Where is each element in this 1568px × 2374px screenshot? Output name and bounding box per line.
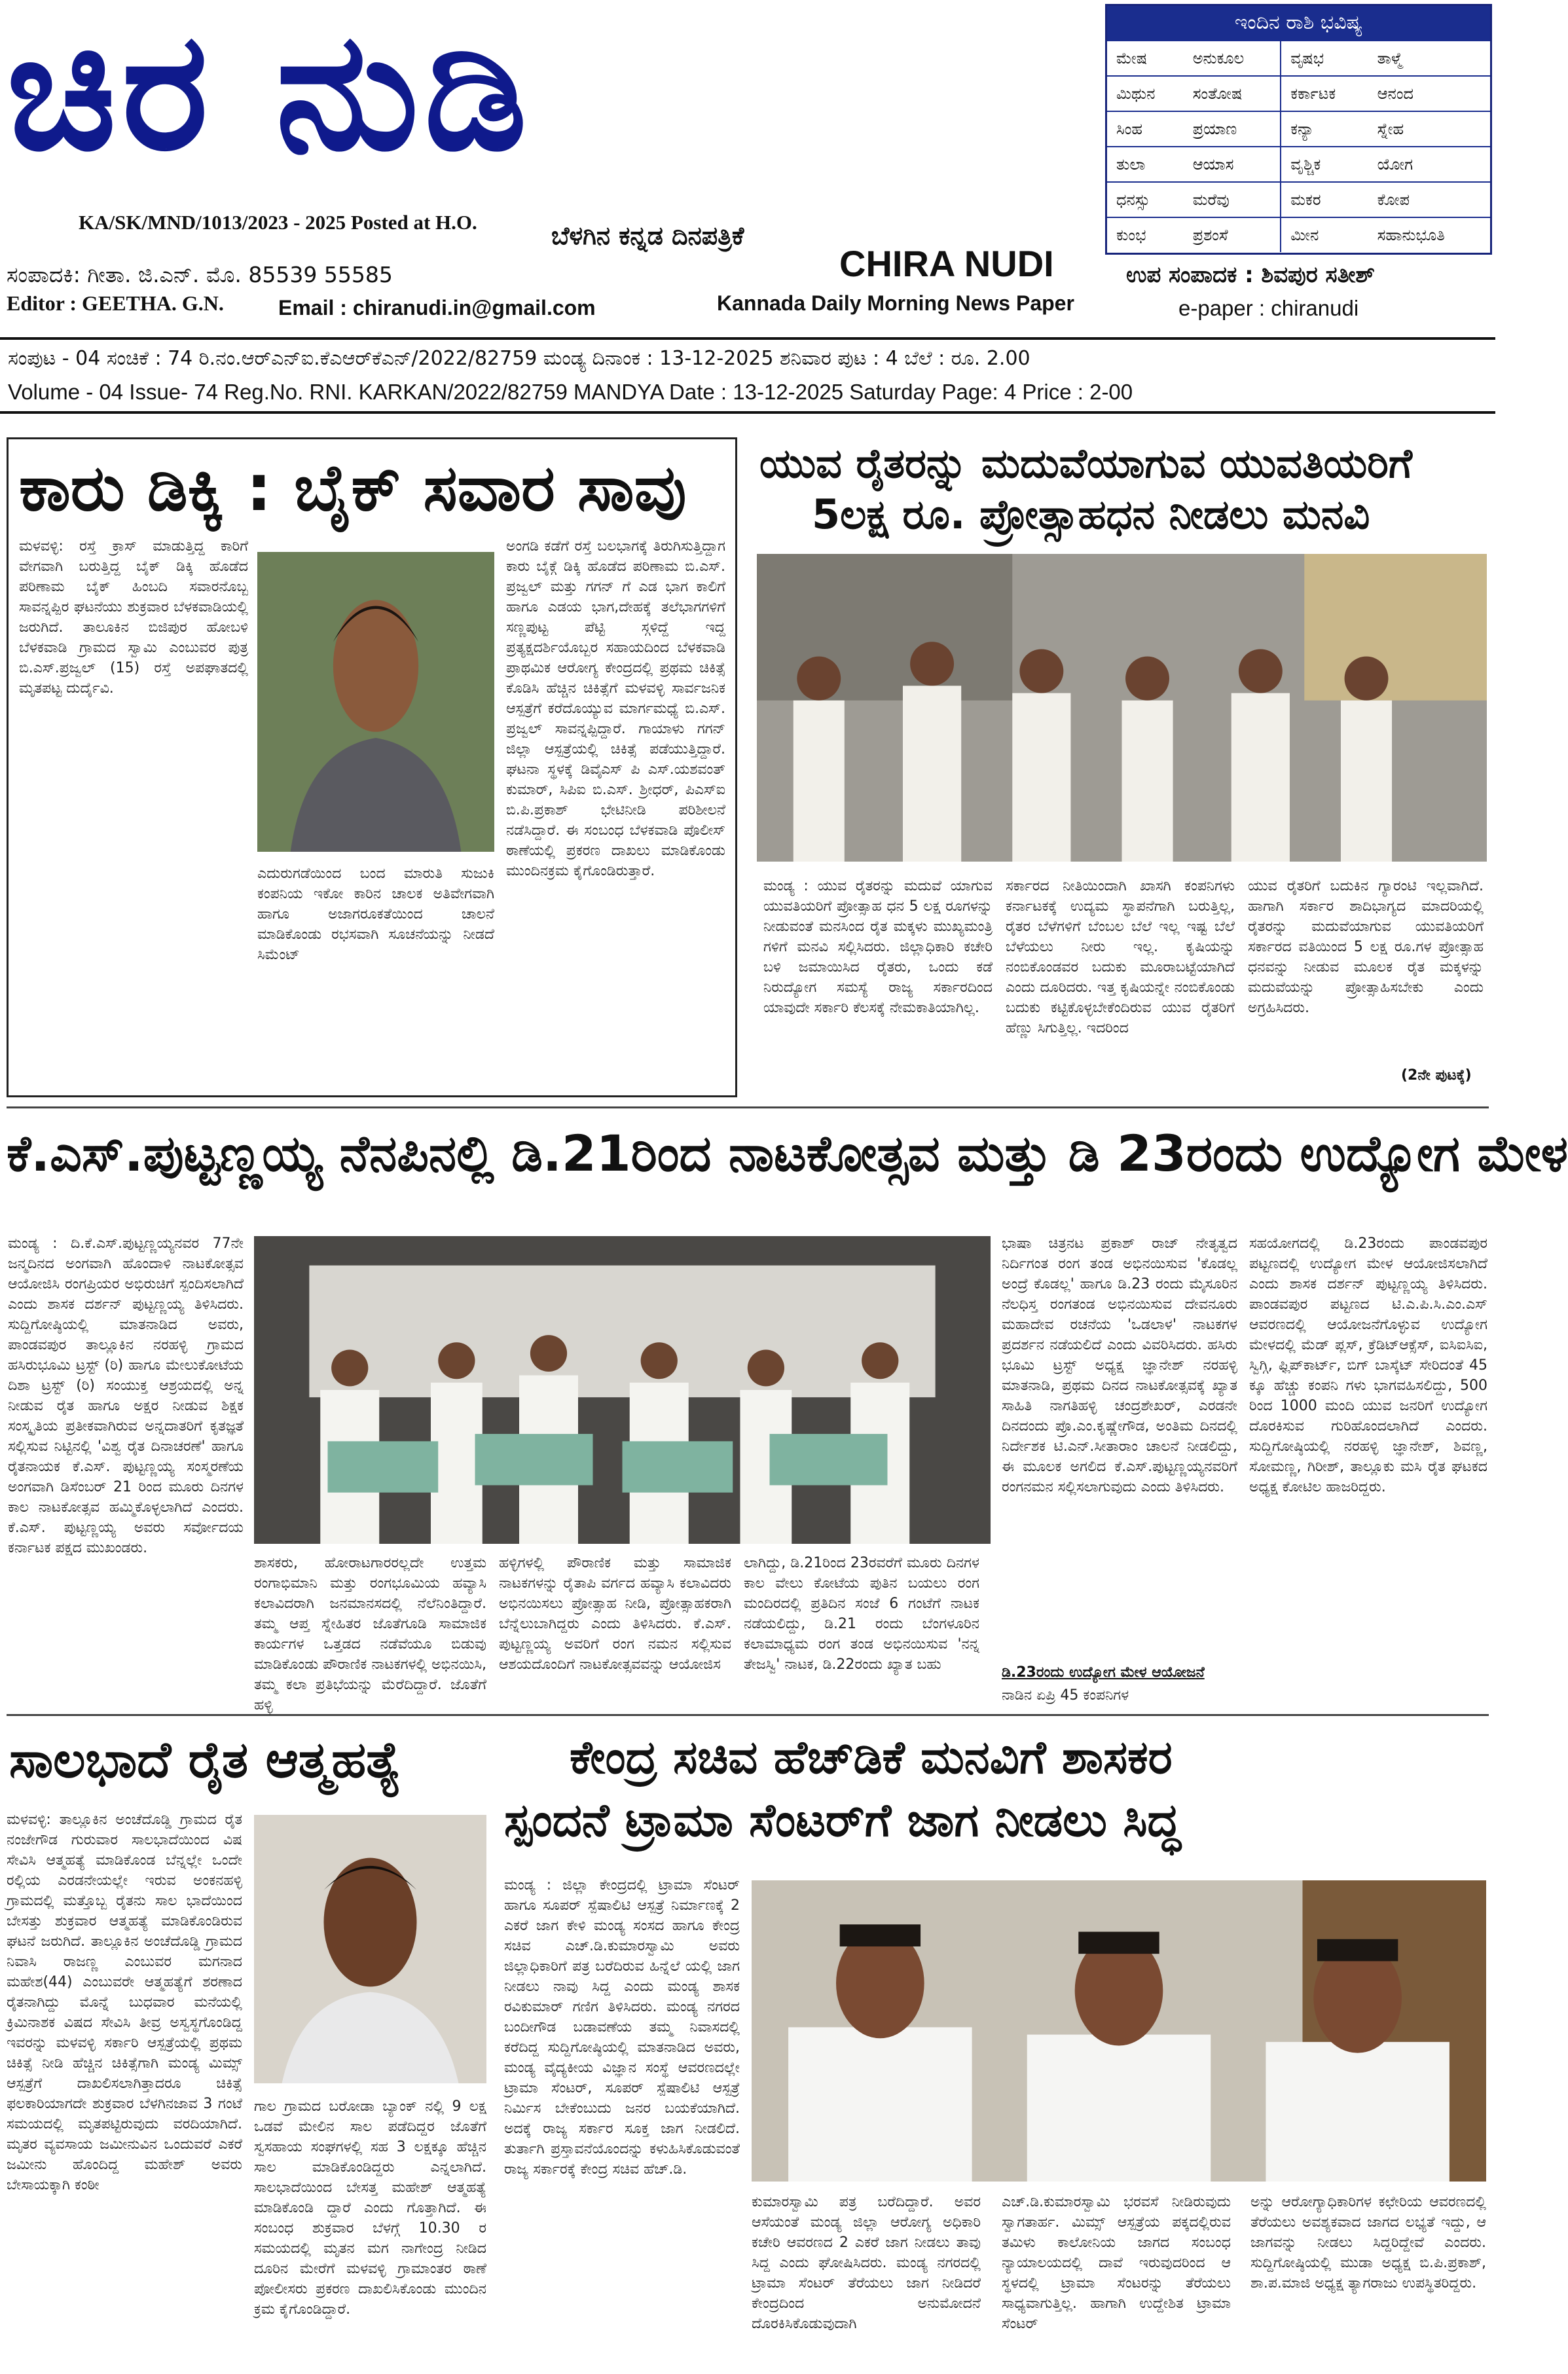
story-column: ಮಳವಳ್ಳಿ: ತಾಲ್ಲೂಕಿನ ಅಂಚೆದೊಡ್ಡಿ ಗ್ರಾಮದ ರೈತ ನಂಜೇಗೌಡ ಗುರುವಾರ ಸಾಲಭಾದೆಯಿಂದ ವಿಷ ಸೇವಿಸಿ ಆತ್ಮಹತ್ಯೆ ಮಾಡಿಕೊಂಡ ಬೆನ್ನಲ್ಲೇ ಒಂದೇ ರಲ್ಲಿಯ ಎರಡನೇಯಲ್ಲೇ ಇರುವ ಅಂಕನಹಳ್ಳಿ ಗ್ರಾಮದಲ್ಲಿ ಮತ್ತೊಬ್ಬ ರೈತನು ಸಾಲ ಭಾದೆಯಿಂದ ಬೇಸತ್ತು ಶುಕ್ರವಾರ ಆತ್ಮಹತ್ಯೆ ಮಾಡಿಕೊಂಡಿರುವ ಘಟನೆ ಜರುಗಿದೆ. ತಾಲ್ಲೂಕಿನ ಅಂಚೆದೊಡ್ಡಿ ಗ್ರಾಮದ ನಿವಾಸಿ ರಾಜಣ್ಣ ಎಂಬುವರ ಮಗನಾದ ಮಹೇಶ(44) ಎಂಬುವರೇ ಆತ್ಮಹತ್ಯೆಗೆ ಶರಣಾದ ರೈತನಾಗಿದ್ದು ಮೊನ್ನೆ ಬುಧವಾರ ಮನೆಯಲ್ಲಿ ಕ್ರಿಮಿನಾಶಕ ವಿಷದ ಸೇವಿಸಿ ತೀವ್ರ ಅಸ್ವಸ್ಥಗೊಂಡಿದ್ದ ಇವರನ್ನು ಮಳವಳ್ಳಿ ಸರ್ಕಾರಿ ಆಸ್ಪತ್ರೆಯಲ್ಲಿ ಪ್ರಥಮ ಚಿಕಿತ್ಸೆ ನೀಡಿ ಹೆಚ್ಚಿನ ಚಿಕಿತ್ಸೆಗಾಗಿ ಮಂಡ್ಯ ಮಿಮ್ಸ್ ಆಸ್ಪತ್ರೆಗೆ ದಾಖಲಿಸಲಾಗಿತ್ತಾದರೂ ಚಿಕಿತ್ಸೆ ಫಲಕಾರಿಯಾಗದೇ ಶುಕ್ರವಾರ ಬೆಳಗಿನಜಾವ 3 ಗಂಟೆ ಸಮಯದಲ್ಲಿ ಮೃತಪಟ್ಟಿರುವುದು ವರದಿಯಾಗಿದೆ. ಮೃತರ ವ್ಯವಸಾಯ ಜಮೀನುವಿನ ಒಂದುವರೆ ಎಕರೆ ಜಮೀನು ಹೊಂದಿದ್ದ ಮಹೇಶ್ ಅವರು ಬೇಸಾಯಕ್ಕಾಗಿ ಕಂಠೀ — [7, 1812, 242, 2193]
story-drama-festival — [7, 1121, 1568, 1713]
story-farmer-marriage — [746, 437, 1493, 1093]
section-divider — [7, 1106, 1489, 1108]
zodiac-sign: ಕುಂಭ — [1107, 217, 1184, 252]
story-column: ನಾಡಿನ ಏಪ್ರಿ 45 ಕಂಪನಿಗಳ — [1002, 1687, 1129, 1704]
zodiac-sign: ಸಿಂಹ — [1107, 111, 1184, 147]
subtitle-english: Kannada Daily Morning News Paper — [717, 291, 1074, 315]
issue-rule — [0, 411, 1495, 414]
zodiac-sign: ವೃಶ್ಚಿಕ — [1281, 147, 1368, 182]
story-column: ಎದುರುಗಡೆಯಿಂದ ಬಂದ ಮಾರುತಿ ಸುಜುಕಿ ಕಂಪನಿಯ ಇಕೋ ಕಾರಿನ ಚಾಲಕ ಅತಿವೇಗವಾಗಿ ಹಾಗೂ ಅಜಾಗರೂಕತೆಯಿಂದ ಚಾಲನೆ ಮಾಡಿಕೊಂಡು ರಭಸವಾಗಿ ಸೂಚನೆಯನ್ನು ನೀಡದೆ ಸಿಮೆಂಟ್ — [257, 866, 494, 963]
press-meet-photo — [752, 1880, 1486, 2182]
job-fair-subhead: ಡಿ.23ರಂದು ಉದ್ಯೋಗ ಮೇಳ ಆಯೋಜನೆ — [1002, 1664, 1205, 1681]
horoscope-row — [1107, 76, 1490, 111]
zodiac-prediction: ಯೋಗ — [1368, 147, 1490, 182]
newspaper-title: ಚಿರ ನುಡಿ — [7, 0, 533, 187]
story-column: ಎಚ್.ಡಿ.ಕುಮಾರಸ್ವಾಮಿ ಭರವಸೆ ನೀಡಿರುವುದು ಸ್ವಾಗತಾರ್ಹ. ಮಿಮ್ಸ್ ಆಸ್ಪತ್ರೆಯ ಪಕ್ಕದಲ್ಲಿರುವ ತಮಿಳು ಕಾಲೋನಿಯ ಜಾಗದ ಸಂಬಂಧ ನ್ಯಾಯಾಲಯದಲ್ಲಿ ದಾವೆ ಇರುವುದರಿಂದ ಆ ಸ್ಥಳದಲ್ಲಿ ಟ್ರಾಮಾ ಸೆಂಟರನ್ನು ತೆರೆಯಲು ಸಾಧ್ಯವಾಗುತ್ತಿಲ್ಲ. ಹಾಗಾಗಿ ಉದ್ದೇಶಿತ ಟ್ರಾಮಾ ಸೆಂಟರ್ — [1002, 2194, 1231, 2332]
portrait-illustration — [254, 1815, 486, 2083]
story-column: ಯುವ ರೈತರಿಗೆ ಬದುಕಿನ ಗ್ಯಾರಂಟಿ ಇಲ್ಲವಾಗಿದೆ. ಹಾಗಾಗಿ ಸರ್ಕಾರ ಶಾದಿಭಾಗ್ಯದ ಮಾದರಿಯಲ್ಲಿ ರೈತರನ್ನು ಮದುವೆಯಾಗುವ ಯುವತಿಯರಿಗೆ ಸರ್ಕಾರದ ವತಿಯಿಂದ 5 ಲಕ್ಷ ರೂ.ಗಳ ಪ್ರೋತ್ಸಾಹ ಧನವನ್ನು ನೀಡುವ ಮೂಲಕ ರೈತ ಮಕ್ಕಳನ್ನು ಮದುವೆಯನ್ನು ಪ್ರೋತ್ಸಾಹಿಸಬೇಕು ಎಂದು ಅಗ್ರಹಿಸಿದರು. — [1248, 878, 1484, 1016]
story-column: ಮಂಡ್ಯ : ಜಿಲ್ಲಾ ಕೇಂದ್ರದಲ್ಲಿ ಟ್ರಾಮಾ ಸೆಂಟರ್ ಹಾಗೂ ಸೂಪರ್ ಸ್ಪೆಷಾಲಿಟಿ ಆಸ್ಪತ್ರೆ ನಿರ್ಮಾಣಕ್ಕೆ 2 ಎಕರೆ ಜಾಗ ಕೇಳಿ ಮಂಡ್ಯ ಸಂಸದ ಹಾಗೂ ಕೇಂದ್ರ ಸಚಿವ ಎಚ್.ಡಿ.ಕುಮಾರಸ್ವಾಮಿ ಅವರು ಜಿಲ್ಲಾಧಿಕಾರಿಗೆ ಪತ್ರ ಬರೆದಿರುವ ಹಿನ್ನೆಲೆ ಯಲ್ಲಿ ಜಾಗ ನೀಡಲು ನಾವು ಸಿದ್ದ ಎಂದು ಮಂಡ್ಯ ಶಾಸಕ ರವಿಕುಮಾರ್ ಗಣಿಗ ತಿಳಿಸಿದರು. ಮಂಡ್ಯ ನಗರದ ಬಂದೀಗೌಡ ಬಡಾವಣೆಯ ತಮ್ಮ ನಿವಾಸದಲ್ಲಿ ಕರೆದಿದ್ದ ಸುದ್ದಿಗೋಷ್ಠಿಯಲ್ಲಿ ಮಾತನಾಡಿದ ಅವರು, ಮಂಡ್ಯ ವೈದ್ಯಕೀಯ ವಿಜ್ಞಾನ ಸಂಸ್ಥೆ ಆವರಣದಲ್ಲೇ ಟ್ರಾಮಾ ಸೆಂಟರ್, ಸೂಪರ್ ಸ್ಪೆಷಾಲಿಟಿ ಆಸ್ಪತ್ರೆ ನಿರ್ಮಿಸ ಬೇಕೆಂಬುದು ಜನರ ಬಯಕೆಯಾಗಿದೆ. ಅದಕ್ಕೆ ರಾಜ್ಯ ಸರ್ಕಾರ ಸೂಕ್ತ ಜಾಗ ನೀಡಲಿದೆ. ತುರ್ತಾಗಿ ಪ್ರಸ್ತಾವನೆಯೊಂದನ್ನು ಕಳುಹಿಸಿಕೊಡುವಂತೆ ರಾಜ್ಯ ಸರ್ಕಾರಕ್ಕೆ ಕೇಂದ್ರ ಸಚಿವ ಹೆಚ್.ಡಿ. — [504, 1877, 740, 2178]
story-headline: ಕೇಂದ್ರ ಸಚಿವ ಹೆಚ್‌ಡಿಕೆ ಮನವಿಗೆ ಶಾಸಕರ — [570, 1730, 1173, 1784]
story-bike-accident — [7, 437, 737, 1097]
zodiac-prediction: ಆನಂದ — [1368, 76, 1490, 111]
zodiac-prediction: ಸಂತೋಷ — [1184, 76, 1281, 111]
editor-english: Editor : GEETHA. G.N. — [7, 291, 224, 315]
issue-line-english: Volume - 04 Issue- 74 Reg.No. RNI. KARKAN/2022/82759 MANDYA Date : 13-12-2025 Saturday Page: 4 Price : 2-00 — [8, 380, 1133, 404]
horoscope-row — [1107, 111, 1490, 147]
zodiac-sign: ವೃಷಭ — [1281, 41, 1368, 76]
horoscope-table — [1107, 40, 1490, 252]
sub-editor: ಉಪ ಸಂಪಾದಕ : ಶಿವಪುರ ಸತೀಶ್ — [1126, 262, 1376, 288]
story-column: ಮಳವಳ್ಳಿ: ರಸ್ತೆ ಕ್ರಾಸ್ ಮಾಡುತ್ತಿದ್ದ ಕಾರಿಗೆ ವೇಗವಾಗಿ ಬರುತ್ತಿದ್ದ ಬೈಕ್ ಡಿಕ್ಕಿ ಹೊಡೆದ ಪರಿಣಾಮ ಬೈಕ್ ಹಿಂಬದಿ ಸವಾರನೊಬ್ಬ ಸಾವನ್ನಪ್ಪಿರ ಘಟನೆಯು ಶುಕ್ರವಾರ ಬೆಳಕವಾಡಿಯಲ್ಲಿ ಜರುಗಿದೆ. ತಾಲೂಕಿನ ಬಿಜಿಪುರ ಹೋಬಳಿ ಬೆಳಕವಾಡಿ ಗ್ರಾಮದ ಸ್ವಾಮಿ ಎಂಬುವರ ಪುತ್ರ ಬಿ.ಎಸ್.ಪ್ರಜ್ವಲ್ (15) ರಸ್ತೆ ಅಪಘಾತದಲ್ಲಿ ಮೃತಪಟ್ಟ ದುರ್ದೈವಿ. — [19, 538, 248, 697]
story-trauma-centre — [504, 1726, 1489, 2367]
zodiac-prediction: ಸ್ನೇಹ — [1368, 111, 1490, 147]
story-headline: ಸ್ಪಂದನೆ ಟ್ರಾಮಾ ಸೆಂಟರ್‌ಗೆ ಜಾಗ ನೀಡಲು ಸಿದ್ಧ — [504, 1793, 1181, 1847]
zodiac-sign: ಮೀನ — [1281, 217, 1368, 252]
zodiac-prediction: ಅನುಕೂಲ — [1184, 41, 1281, 76]
story-farmer-suicide — [7, 1726, 491, 2367]
zodiac-sign: ಕರ್ಕಾಟಕ — [1281, 76, 1368, 111]
editor-kannada: ಸಂಪಾದಕಿ: ಗೀತಾ. ಜಿ.ಎನ್. ಮೊ. 85539 55585 — [7, 262, 393, 287]
story-headline: ಕೆ.ಎಸ್.ಪುಟ್ಟಣ್ಣಯ್ಯ ನೆನಪಿನಲ್ಲಿ ಡಿ.21ರಿಂದ ನಾಟಕೋತ್ಸವ ಮತ್ತು ಡಿ 23ರಂದು ಉದ್ಯೋಗ ಮೇಳ — [7, 1124, 1568, 1182]
story-column: ಭಾಷಾ ಚಿತ್ರನಟ ಪ್ರಕಾಶ್ ರಾಜ್ ನೇತೃತ್ವದ ನಿರ್ದಿಗಂತ ರಂಗ ತಂಡ ಅಭಿನಯಿಸುವ 'ಕೊಡಲ್ಲ ಅಂದ್ರೆ ಕೊಡಲ್ಲ' ಹಾಗೂ ಡಿ.23 ರಂದು ಮೈಸೂರಿನ ನೆಲಧಿಸ್ತ ರಂಗತಂಡ ಅಭಿನಯಿಸುವ ದೇವನೂರು ಮಹಾದೇವ ರಚನೆಯ 'ಒಡಲಾಳ' ನಾಟಕಗಳ ಪ್ರದರ್ಶನ ನಡೆಯಲಿದೆ ಎಂದು ವಿವರಿಸಿದರು. ಹಸಿರು ಭೂಮಿ ಟ್ರಸ್ಟ್ ಅಧ್ಯಕ್ಷ ಜ್ಞಾನೇಶ್ ನರಹಳ್ಳಿ ಮಾತನಾಡಿ, ಪ್ರಥಮ ದಿನದ ನಾಟಕೋತ್ಸವಕ್ಕೆ ಖ್ಯಾತ ಸಾಹಿತಿ ನಾಗತಿಹಳ್ಳಿ ಚಂದ್ರಶೇಖರ್, ಎರಡನೇ ದಿನದಂದು ಪ್ರೊ.ಎಂ.ಕೃಷ್ಣೇಗೌಡ, ಅಂತಿಮ ದಿನದಲ್ಲಿ ನಿರ್ದೇಶಕ ಟಿ.ಎನ್.ಸೀತಾರಾಂ ಚಾಲನೆ ನೀಡಲಿದ್ದು, ಈ ಮೂಲಕ ಅಗಲಿದ ಕೆ.ಎಸ್.ಪುಟ್ಟಣ್ಣಯ್ಯನವರಿಗೆ ರಂಗನಮನ ಸಲ್ಲಿಸಲಾಗುವುದು ಎಂದು ತಿಳಿಸಿದರು. — [1002, 1235, 1237, 1495]
horoscope-box — [1105, 4, 1492, 255]
story-column: ಸಹಯೋಗದಲ್ಲಿ ಡಿ.23ರಂದು ಪಾಂಡವಪುರ ಪಟ್ಟಣದಲ್ಲಿ ಉದ್ಯೋಗ ಮೇಳ ಆಯೋಜಿಸಲಾಗಿದೆ ಎಂದು ಶಾಸಕ ದರ್ಶನ್ ಪುಟ್ಟಣ್ಣಯ್ಯ ತಿಳಿಸಿದರು. ಪಾಂಡವಪುರ ಪಟ್ಟಣದ ಟಿ.ಎ.ಪಿ.ಸಿ.ಎಂ.ಎಸ್ ಆವರಣದಲ್ಲಿ ಆಯೋಜನೆಗೊಳ್ಳುವ ಉದ್ಯೋಗ ಮೇಳದಲ್ಲಿ ಮೆಡ್ ಪ್ಲಸ್, ಕ್ರೆಡಿಟ್‌ಆಕ್ಸೆಸ್, ಐಸಿಐಸಿಐ, ಸ್ವಿಗ್ಗಿ, ಫ್ಲಿಪ್‌ಕಾರ್ಟ್, ಬಿಗ್ ಬಾಸ್ಕೆಟ್ ಸೇರಿದಂತೆ 45 ಕ್ಕೂ ಹೆಚ್ಚು ಕಂಪನಿ ಗಳು ಭಾಗವಹಿಸಲಿದ್ದು, 500 ರಿಂದ 1000 ಮಂದಿ ಯುವ ಜನರಿಗೆ ಉದ್ಯೋಗ ದೊರಕಿಸುವ ಗುರಿಹೊಂದಲಾಗಿದೆ ಎಂದರು. ಸುದ್ದಿಗೋಷ್ಠಿಯಲ್ಲಿ ನರಹಳ್ಳಿ ಜ್ಞಾನೇಶ್, ಶಿವಣ್ಣ, ಸೋಮಣ್ಣ, ಗಿರೀಶ್, ತಾಲ್ಲೂಕು ಮಸಿ ರೈತ ಘಟಕದ ಅಧ್ಯಕ್ಷ ಕೋಟಿಲ ಹಾಜರಿದ್ದರು. — [1249, 1235, 1487, 1495]
tagline: ಬೆಳಗಿನ ಕನ್ನಡ ದಿನಪತ್ರಿಕೆ — [551, 221, 744, 250]
group-illustration — [752, 1880, 1486, 2182]
story-column: ಕುಮಾರಸ್ವಾಮಿ ಪತ್ರ ಬರೆದಿದ್ದಾರೆ. ಅವರ ಆಸೆಯಂತೆ ಮಂಡ್ಯ ಜಿಲ್ಲಾ ಆರೋಗ್ಯ ಅಧಿಕಾರಿ ಕಚೇರಿ ಆವರಣದ 2 ಎಕರೆ ಜಾಗ ನೀಡಲು ತಾವು ಸಿದ್ದ ಎಂದು ಘೋಷಿಸಿದರು. ಮಂಡ್ಯ ನಗರದಲ್ಲಿ ಟ್ರಾಮಾ ಸೆಂಟರ್ ತೆರೆಯಲು ಜಾಗ ನೀಡಿದರೆ ಕೇಂದ್ರದಿಂದ ಅನುಮೋದನೆ ದೊರಕಿಸಿಕೊಡುವುದಾಗಿ — [752, 2194, 981, 2332]
horoscope-row — [1107, 217, 1490, 252]
zodiac-prediction: ತಾಳ್ಮೆ — [1368, 41, 1490, 76]
section-divider — [7, 1714, 1489, 1716]
horoscope-title: ಇಂದಿನ ರಾಶಿ ಭವಿಷ್ಯ — [1107, 6, 1490, 40]
zodiac-prediction: ಸಹಾನುಭೂತಿ — [1368, 217, 1490, 252]
zodiac-sign: ಮಿಥುನ — [1107, 76, 1184, 111]
victim-photo — [257, 552, 494, 852]
story-headline: ಕಾರು ಡಿಕ್ಕಿ : ಬೈಕ್ ಸವಾರ ಸಾವು — [19, 451, 687, 526]
epaper-label: e-paper : chiranudi — [1178, 296, 1359, 320]
story-column: ಮಂಡ್ಯ : ದಿ.ಕೆ.ಎಸ್.ಪುಟ್ಟಣ್ಣಯ್ಯನವರ 77ನೇ ಜನ್ಮದಿನದ ಅಂಗವಾಗಿ ಹೊಂದಾಳಿ ನಾಟಕೋತ್ಸವ ಆಯೋಜಿಸಿ ರಂಗಪ್ರಿಯರ ಅಭಿರುಚಿಗೆ ಸ್ಪಂದಿಸಲಾಗಿದೆ ಎಂದು ಶಾಸಕ ದರ್ಶನ್ ಪುಟ್ಟಣ್ಣಯ್ಯ ತಿಳಿಸಿದರು. ಸುದ್ದಿಗೋಷ್ಠಿಯಲ್ಲಿ ಮಾತನಾಡಿದ ಅವರು, ಪಾಂಡವಪುರ ತಾಲ್ಲೂಕಿನ ನರಹಳ್ಳಿ ಗ್ರಾಮದ ಹಸಿರುಭೂಮಿ ಟ್ರಸ್ಟ್ (ರಿ) ಹಾಗೂ ಮೇಲುಕೋಟೆಯ ದಿಶಾ ಟ್ರಸ್ಟ್ (ರಿ) ಸಂಯುಕ್ತ ಆಶ್ರಯದಲ್ಲಿ ಅನ್ನ ನೀಡುವ ರೈತ ಹಾಗೂ ಅಕ್ಷರ ನೀಡುವ ಶಿಕ್ಷಕ ಸಂಸ್ಕೃತಿಯ ಪ್ರತೀಕವಾಗಿರುವ ಅನ್ನದಾತರಿಗೆ ಕೃತಜ್ಞತೆ ಸಲ್ಲಿಸುವ ನಿಟ್ಟಿನಲ್ಲಿ 'ವಿಶ್ವ ರೈತ ದಿನಾಚರಣೆ' ಹಾಗೂ ರೈತನಾಯಕ ಕೆ.ಎಸ್. ಪುಟ್ಟಣ್ಣಯ್ಯ ಸಂಸ್ಮರಣೆಯ ಅಂಗವಾಗಿ ಡಿಸೆಂಬರ್ 21 ರಿಂದ ಮೂರು ದಿನಗಳ ಕಾಲ ನಾಟಕೋತ್ಸವ ಹಮ್ಮಿಕೊಳ್ಳಲಾಗಿದೆ ಎಂದರು. ಕೆ.ಎಸ್. ಪುಟ್ಟಣ್ಣಯ್ಯ ಅವರು ಸರ್ವೋದಯ ಕರ್ನಾಟಕ ಪಕ್ಷದ ಮುಖಂಡರು. — [8, 1235, 244, 1556]
story-column: ಸರ್ಕಾರದ ನೀತಿಯಿಂದಾಗಿ ಖಾಸಗಿ ಕಂಪನಿಗಳು ಕರ್ನಾಟಕಕ್ಕೆ ಉದ್ಯಮ ಸ್ಥಾಪನೆಗಾಗಿ ಬರುತ್ತಿಲ್ಲ, ರೈತರ ಬೆಳೆಗಳಿಗೆ ಬೆಂಬಲ ಬೆಲೆ ಇಲ್ಲ ಇಷ್ಟ ಬೆಲೆ ಬೆಳೆಯಲು ನೀರು ಇಲ್ಲ. ಕೃಷಿಯನ್ನು ನಂಬಿಕೊಂಡವರ ಬದುಕು ಮೂರಾಬಟ್ಟೆಯಾಗಿದೆ ಎಂದು ದೂರಿದರು. ಇತ್ತ ಕೃಷಿಯನ್ನೇ ನಂಬಿಕೊಂಡು ಬದುಕು ಕಟ್ಟಿಕೊಳ್ಳಬೇಕೆಂದಿರುವ ಯುವ ರೈತರಿಗೆ ಹೆಣ್ಣು ಸಿಗುತ್ತಿಲ್ಲ. ಇದರಿಂದ — [1006, 878, 1235, 1036]
continued-note: (2ನೇ ಪುಟಕ್ಕೆ) — [1401, 1067, 1472, 1084]
horoscope-row — [1107, 182, 1490, 217]
story-column: ಶಾಸಕರು, ಹೋರಾಟಗಾರರಲ್ಲದೇ ಉತ್ತಮ ರಂಗಾಭಿಮಾನಿ ಮತ್ತು ರಂಗಭೂಮಿಯ ಹವ್ಯಾಸಿ ಕಲಾವಿದರಾಗಿ ಜನಮಾನಸದಲ್ಲಿ ನೆಲೆನಿಂತಿದ್ದಾರೆ. ತಮ್ಮ ಆಪ್ತ ಸ್ನೇಹಿತರ ಜೊತೆಗೂಡಿ ಸಾಮಾಜಿಕ ಕಾರ್ಯಗಳ ಒತ್ತಡದ ನಡೆವೆಯೂ ಬಿಡುವು ಮಾಡಿಕೊಂಡು ಪೌರಾಣಿಕ ನಾಟಕಗಳಲ್ಲಿ ಅಭಿನಯಿಸಿ, ತಮ್ಮ ಕಲಾ ಪ್ರತಿಭೆಯನ್ನು ಮೆರೆದಿದ್ದಾರೆ. ಜೊತೆಗೆ ಹಳ್ಳಿ — [254, 1555, 486, 1713]
horoscope-row — [1107, 41, 1490, 76]
petition-photo — [757, 554, 1487, 862]
zodiac-sign: ಧನಸ್ಸು — [1107, 182, 1184, 217]
zodiac-sign: ಮೇಷ — [1107, 41, 1184, 76]
story-column: ಮಂಡ್ಯ : ಯುವ ರೈತರನ್ನು ಮದುವೆ ಯಾಗುವ ಯುವತಿಯರಿಗೆ ಪ್ರೋತ್ಸಾಹ ಧನ 5 ಲಕ್ಷ ರೂಗಳನ್ನು ನೀಡುವಂತೆ ಮನಸಿಂದ ರೈತ ಮಕ್ಕಳು ಮುಖ್ಯಮಂತ್ರಿ ಗಳಿಗೆ ಮನವಿ ಸಲ್ಲಿಸಿದರು. ಜಿಲ್ಲಾಧಿಕಾರಿ ಕಚೇರಿ ಬಳಿ ಜಮಾಯಿಸಿದ ರೈತರು, ಒಂದು ಕಡೆ ನಿರುದ್ಯೋಗ ಸಮಸ್ಯೆ ರಾಜ್ಯ ಸರ್ಕಾರದಿಂದ ಯಾವುದೇ ಸರ್ಕಾರಿ ಕೆಲಸಕ್ಕೆ ನೇಮಕಾತಿಯಾಗಿಲ್ಲ. — [763, 878, 993, 1016]
brand-name-english: CHIRA NUDI — [839, 243, 1054, 284]
email-contact: Email : chiranudi.in@gmail.com — [278, 296, 596, 320]
story-column: ಅನ್ನು ಆರೋಗ್ಯಾಧಿಕಾರಿಗಳ ಕಛೇರಿಯ ಆವರಣದಲ್ಲಿ ತೆರೆಯಲು ಅವಶ್ಯಕವಾದ ಜಾಗದ ಲಭ್ಯತೆ ಇದ್ದು, ಆ ಜಾಗವನ್ನು ನೀಡಲು ಸಿದ್ದರಿದ್ದೇವೆ ಎಂದರು. ಸುದ್ದಿಗೋಷ್ಠಿಯಲ್ಲಿ ಮುಡಾ ಅಧ್ಯಕ್ಷ ಬಿ.ಪಿ.ಪ್ರಕಾಶ್, ಶಾ.ಪ.ಮಾಜಿ ಅಧ್ಯಕ್ಷ ತ್ಯಾಗರಾಜು ಉಪಸ್ಥಿತರಿದ್ದರು. — [1250, 2194, 1486, 2292]
group-illustration — [254, 1236, 991, 1544]
story-headline: ಯುವ ರೈತರನ್ನು ಮದುವೆಯಾಗುವ ಯುವತಿಯರಿಗೆ — [759, 439, 1412, 487]
story-column: ಅಂಗಡಿ ಕಡೆಗೆ ರಸ್ತೆ ಬಲಭಾಗಕ್ಕೆ ತಿರುಗಿಸುತ್ತಿದ್ದಾಗ ಕಾರು ಬೈಕ್ಗೆ ಡಿಕ್ಕಿ ಹೊಡೆದ ಪರಿಣಾಮ ಬಿ.ಎಸ್. ಪ್ರಜ್ವಲ್ ಮತ್ತು ಗಗನ್ ಗೆ ಎಡ ಭಾಗ ಕಾಲಿಗೆ ಹಾಗೂ ಎಡಯ ಭಾಗ,ದೇಹಕ್ಕೆ ತಲೆಭಾಗಗಳಿಗೆ ಸಣ್ಣಪುಟ್ಟ ಪೆಟ್ಟಿ ಸ್ಗಳಿದ್ದೆ ಇದ್ದ ಪ್ರತ್ಯಕ್ಷದರ್ಶಿಯೊಬ್ಬರ ಸಹಾಯದಿಂದ ಬೆಳಕವಾಡಿ ಪ್ರಾಥಮಿಕ ಆರೋಗ್ಯ ಕೇಂದ್ರದಲ್ಲಿ ಪ್ರಥಮ ಚಿಕಿತ್ಸೆ ಕೊಡಿಸಿ ಹೆಚ್ಚಿನ ಚಿಕಿತ್ಸೆಗೆ ಮಳವಳ್ಳಿ ಸಾರ್ವಜನಿಕ ಆಸ್ಪತ್ರೆಗೆ ಕರೆದೊಯ್ಯುವ ಮಾರ್ಗಮಧ್ಯೆ ಬಿ.ಎಸ್. ಪ್ರಜ್ವಲ್ ಸಾವನ್ನಪ್ಪಿದ್ದಾರೆ. ಗಾಯಾಳು ಗಗನ್ ಜಿಲ್ಲಾ ಆಸ್ಪತ್ರೆಯಲ್ಲಿ ಚಿಕಿತ್ಸೆ ಪಡೆಯುತ್ತಿದ್ದಾರೆ. ಘಟನಾ ಸ್ಥಳಕ್ಕೆ ಡಿವೈಎಸ್ ಪಿ ಎಸ್.ಯಶವಂತ್ ಕುಮಾರ್, ಸಿಪಿಐ ಬಿ.ಎಸ್. ಶ್ರೀಧರ್, ಪಿಎಸ್ಐ ಬಿ.ಪಿ.ಪ್ರಕಾಶ್ ಭೇಟಿನೀಡಿ ಪರಿಶೀಲನೆ ನಡೆಸಿದ್ದಾರೆ. ಈ ಸಂಬಂಧ ಬೆಳಕವಾಡಿ ಪೊಲೀಸ್ ಠಾಣೆಯಲ್ಲಿ ಪ್ರಕರಣ ದಾಖಲು ಮಾಡಿಕೊಂಡು ಮುಂದಿನಕ್ರಮ ಕೈಗೊಂಡಿರುತ್ತಾರೆ. — [506, 538, 725, 879]
postal-registration: KA/SK/MND/1013/2023 - 2025 Posted at H.O. — [79, 211, 477, 234]
story-headline: ಸಾಲಭಾದೆ ರೈತ ಆತ್ಮಹತ್ಯೆ — [9, 1730, 401, 1789]
zodiac-sign: ತುಲಾ — [1107, 147, 1184, 182]
group-illustration — [757, 554, 1487, 862]
horoscope-row — [1107, 147, 1490, 182]
zodiac-prediction: ಪ್ರಶಂಸೆ — [1184, 217, 1281, 252]
story-column: ಗಾಲ ಗ್ರಾಮದ ಬರೋಡಾ ಬ್ಯಾಂಕ್ ನಲ್ಲಿ 9 ಲಕ್ಷ ಒಡವೆ ಮೇಲಿನ ಸಾಲ ಪಡೆದಿದ್ದರ ಜೊತೆಗೆ ಸ್ವಸಹಾಯ ಸಂಘಗಳಲ್ಲಿ ಸಹ 3 ಲಕ್ಷಕ್ಕೂ ಹೆಚ್ಚಿನ ಸಾಲ ಮಾಡಿಕೊಂಡಿದ್ದರು ಎನ್ನಲಾಗಿದೆ. ಸಾಲಭಾದೆಯಿಂದ ಬೇಸತ್ತ ಮಹೇಶ್ ಆತ್ಮಹತ್ಯೆ ಮಾಡಿಕೊಂಡಿ ದ್ದಾರೆ ಎಂದು ಗೊತ್ತಾಗಿದೆ. ಈ ಸಂಬಂಧ ಶುಕ್ರವಾರ ಬೆಳಗ್ಗೆ 10.30 ರ ಸಮಯದಲ್ಲಿ ಮೃತನ ಮಗ ನಾಗೇಂದ್ರ ನೀಡಿದ ದೂರಿನ ಮೇರೆಗೆ ಮಳವಳ್ಳಿ ಗ್ರಾಮಾಂತರ ಠಾಣೆ ಪೋಲೀಸರು ಪ್ರಕರಣ ದಾಖಲಿಸಿಕೊಂಡು ಮುಂದಿನ ಕ್ರಮ ಕೈಗೊಂಡಿದ್ದಾರೆ. — [254, 2098, 486, 2318]
zodiac-sign: ಮಕರ — [1281, 182, 1368, 217]
story-column: ಹಳ್ಳಿಗಳಲ್ಲಿ ಪೌರಾಣಿಕ ಮತ್ತು ಸಾಮಾಜಿಕ ನಾಟಕಗಳನ್ನು ರೈತಾಪಿ ವರ್ಗದ ಹವ್ಯಾಸಿ ಕಲಾವಿದರು ಅಭಿನಯಿಸಲು ಪ್ರೋತ್ಸಾಹ ನೀಡಿ, ಪ್ರೋತ್ಸಾಹಕರಾಗಿ ಬೆನ್ನೆಲುಬಾಗಿದ್ದರು ಎಂದು ತಿಳಿಸಿದರು. ಕೆ.ಎಸ್. ಪುಟ್ಟಣ್ಣಯ್ಯ ಅವರಿಗೆ ರಂಗ ನಮನ ಸಲ್ಲಿಸುವ ಆಶಯದೊಂದಿಗೆ ನಾಟಕೋತ್ಸವವನ್ನು ಆಯೋಜಿಸ — [499, 1555, 731, 1673]
story-headline: 5ಲಕ್ಷ ರೂ. ಪ್ರೋತ್ಸಾಹಧನ ನೀಡಲು ಮನವಿ — [812, 490, 1370, 538]
issue-line-kannada: ಸಂಪುಟ - 04 ಸಂಚಿಕೆ : 74 ರಿ.ನಂ.ಆರ್‌ಎನ್‌ಐ.ಕೆಎಆರ್‌ಕೆಎನ್/2022/82759 ಮಂಡ್ಯ ದಿನಾಂಕ : 13-12-2025 ಶನಿವಾರ ಪುಟ : 4 ಬೆಲೆ : ರೂ. 2.00 — [8, 347, 1030, 370]
zodiac-prediction: ಪ್ರಯಾಣ — [1184, 111, 1281, 147]
victim-photo — [254, 1815, 486, 2083]
top-rule — [0, 337, 1495, 340]
story-column: ಲಾಗಿದ್ದು, ಡಿ.21ರಿಂದ 23ರವರೆಗೆ ಮೂರು ದಿನಗಳ ಕಾಲ ವೇಲು ಕೋಟೆಯ ಪುತಿನ ಬಯಲು ರಂಗ ಮಂದಿರದಲ್ಲಿ ಪ್ರತಿದಿನ ಸಂಜೆ 6 ಗಂಟೆಗೆ ನಾಟಕ ನಡೆಯಲಿದ್ದು, ಡಿ.21 ರಂದು ಬೆಂಗಳೂರಿನ ಕಲಾಮಾಧ್ಯಮ ರಂಗ ತಂಡ ಅಭಿನಯಿಸುವ 'ನನ್ನ ತೇಜಸ್ವಿ' ನಾಟಕ, ಡಿ.22ರಂದು ಖ್ಯಾತ ಬಹು — [744, 1555, 979, 1673]
portrait-illustration — [257, 552, 494, 852]
press-meet-photo — [254, 1236, 991, 1544]
zodiac-prediction: ಮರೆವು — [1184, 182, 1281, 217]
zodiac-prediction: ಕೋಪ — [1368, 182, 1490, 217]
zodiac-sign: ಕನ್ಯಾ — [1281, 111, 1368, 147]
zodiac-prediction: ಆಯಾಸ — [1184, 147, 1281, 182]
